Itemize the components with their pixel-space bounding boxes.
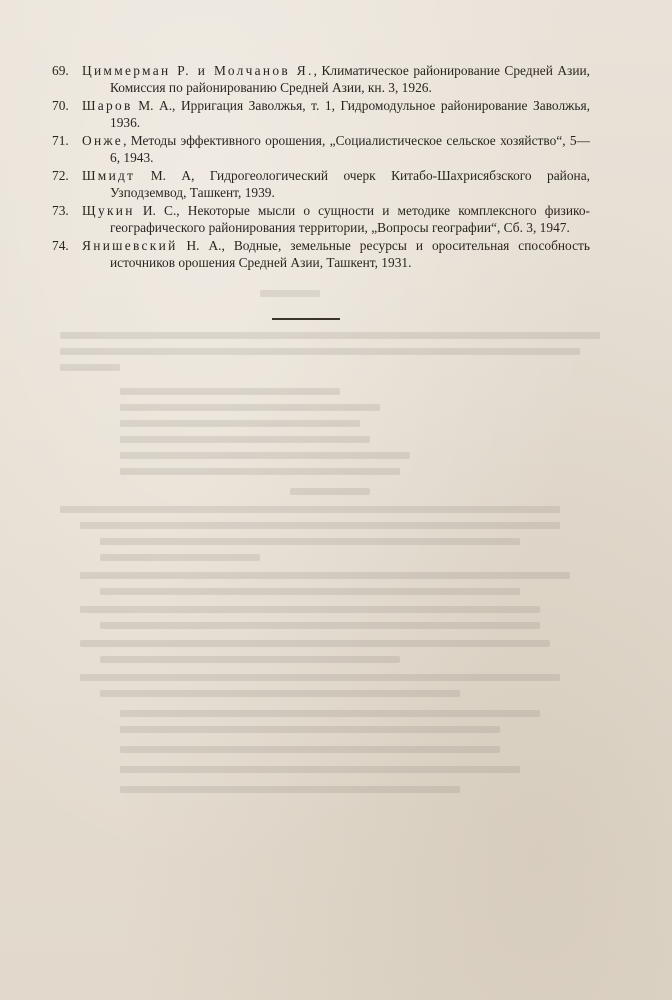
section-divider: [272, 318, 340, 320]
entry-author: Циммерман Р. и Молчанов Я.: [82, 63, 314, 78]
bibliography-entry: [0, 202, 672, 236]
entry-author: Шмидт: [82, 167, 136, 183]
bibliography-entry: [0, 62, 672, 96]
entry-text: [82, 237, 590, 271]
bibliography-entry: [0, 97, 672, 131]
reverse-side-show-through: [60, 290, 620, 810]
entry-number: 70.: [52, 97, 69, 113]
bibliography-entry: [0, 167, 672, 201]
entry-body: И. С., Некоторые мысли о сущности и методике комплексного физико-географического районирования территории, „Вопросы географии“, Сб. 3, 1947.: [110, 202, 590, 235]
entry-body: М. А., Ирригация Заволжья, т. 1, Гидромодульное районирование Заволжья, 1936.: [110, 97, 590, 131]
entry-number: 73.: [52, 202, 69, 218]
entry-text: [82, 62, 590, 96]
entry-text: [82, 167, 590, 201]
entry-text: [82, 97, 590, 131]
entry-body: , Климатическое районирование Средней Азии, Комиссия по районированию Средней Азии, кн. 3, 1926.: [110, 63, 591, 96]
entry-text: [82, 202, 590, 236]
entry-body: Н. А., Водные, земельные ресурсы и оросительная способность источников орошения Средней Азии, Ташкент, 1931.: [110, 237, 590, 270]
entry-author: Онже: [82, 132, 124, 148]
entry-author: Щукин: [82, 202, 135, 218]
bibliography-entry: [0, 237, 672, 271]
entry-author: Шаров: [82, 97, 133, 113]
entry-body: , Методы эффективного орошения, „Социалистическое сельское хозяйство“, 5—6, 1943.: [110, 132, 590, 166]
entry-number: 71.: [52, 132, 69, 148]
bibliography-list: [0, 62, 672, 271]
bibliography-entry: [0, 132, 672, 166]
entry-number: 69.: [52, 63, 69, 78]
entry-body: М. А, Гидрогеологический очерк Китабо-Шахрисябзского района, Узподземвод, Ташкент, 1939.: [110, 167, 590, 200]
entry-text: [82, 132, 590, 166]
entry-author: Янишевский: [82, 237, 178, 253]
entry-number: 72.: [52, 167, 69, 183]
entry-number: 74.: [52, 237, 69, 253]
